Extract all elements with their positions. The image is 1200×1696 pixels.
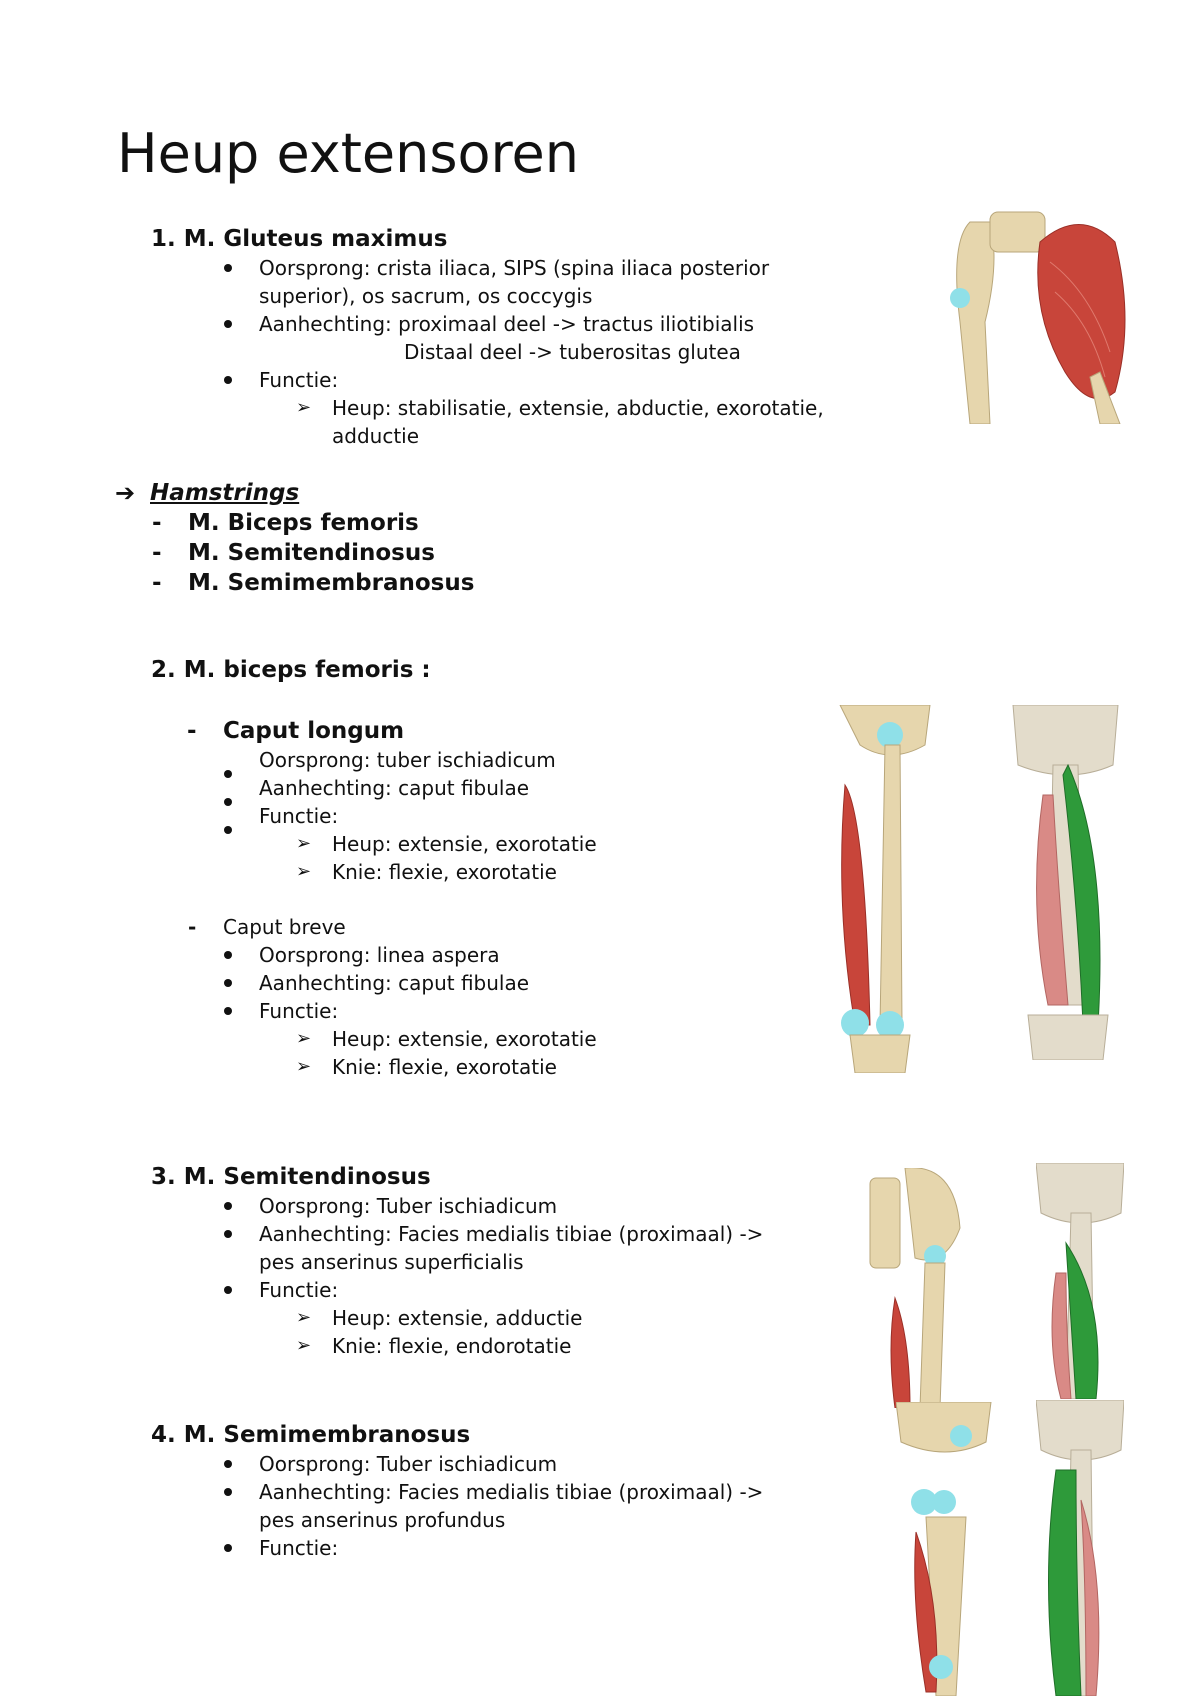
semimembranosus-image-2 bbox=[1036, 1400, 1124, 1696]
caput-breve-label: Caput breve bbox=[223, 915, 346, 939]
arrow-bullet-icon: ➢ bbox=[296, 397, 312, 418]
longum-insertion: Aanhechting: caput fibulae bbox=[259, 776, 530, 800]
arrow-bullet-icon: ➢ bbox=[296, 1028, 312, 1049]
bullet bbox=[224, 376, 232, 384]
biceps-longum-image bbox=[830, 705, 940, 1073]
breve-function-hip: Heup: extensie, exorotatie bbox=[332, 1027, 597, 1051]
semitendinosus-image-1 bbox=[865, 1168, 975, 1408]
gluteus-insertion: Aanhechting: proximaal deel -> tractus iliotibialis bbox=[259, 312, 755, 336]
section-biceps-heading: 2. M. biceps femoris : bbox=[151, 657, 431, 683]
bullet bbox=[224, 1460, 232, 1468]
bullet bbox=[224, 264, 232, 272]
semitend-function-knee: Knie: flexie, endorotatie bbox=[332, 1334, 572, 1358]
bullet bbox=[224, 320, 232, 328]
caput-longum-label: Caput longum bbox=[223, 718, 405, 744]
semimem-insertion: Aanhechting: Facies medialis tibiae (proximaal) -> bbox=[259, 1480, 764, 1504]
gluteus-function-hip: Heup: stabilisatie, extensie, abductie, exorotatie, bbox=[332, 396, 824, 420]
semimem-function-label: Functie: bbox=[259, 1536, 339, 1560]
arrow-bullet-icon: ➢ bbox=[296, 833, 312, 854]
gluteus-origin: Oorsprong: crista iliaca, SIPS (spina iliaca posterior bbox=[259, 256, 770, 280]
dash: - bbox=[152, 570, 162, 596]
dash: - bbox=[152, 510, 162, 536]
biceps-breve-image bbox=[1008, 705, 1123, 1060]
semimem-origin: Oorsprong: Tuber ischiadicum bbox=[259, 1452, 558, 1476]
bullet bbox=[224, 1230, 232, 1238]
hamstring-item: M. Semitendinosus bbox=[188, 540, 435, 566]
longum-function-hip: Heup: extensie, exorotatie bbox=[332, 832, 597, 856]
gluteus-insertion-cont: Distaal deel -> tuberositas glutea bbox=[404, 340, 741, 364]
bullet bbox=[224, 1488, 232, 1496]
page-title: Heup extensoren bbox=[117, 122, 579, 185]
bullet bbox=[224, 1286, 232, 1294]
hamstring-item: M. Biceps femoris bbox=[188, 510, 419, 536]
bullet bbox=[224, 1202, 232, 1210]
dash: - bbox=[152, 540, 162, 566]
gluteus-origin-cont: superior), os sacrum, os coccygis bbox=[259, 284, 593, 308]
breve-insertion: Aanhechting: caput fibulae bbox=[259, 971, 530, 995]
semitend-insertion-cont: pes anserinus superficialis bbox=[259, 1250, 524, 1274]
breve-function-label: Functie: bbox=[259, 999, 339, 1023]
section-semitendinosus-heading: 3. M. Semitendinosus bbox=[151, 1164, 431, 1190]
hamstrings-label: Hamstrings bbox=[150, 480, 300, 506]
semitend-function-label: Functie: bbox=[259, 1278, 339, 1302]
breve-function-knee: Knie: flexie, exorotatie bbox=[332, 1055, 557, 1079]
longum-function-knee: Knie: flexie, exorotatie bbox=[332, 860, 557, 884]
arrow-right-icon: ➔ bbox=[115, 479, 136, 507]
gluteus-function-label: Functie: bbox=[259, 368, 339, 392]
semitend-origin: Oorsprong: Tuber ischiadicum bbox=[259, 1194, 558, 1218]
bullet bbox=[224, 826, 232, 834]
bullet bbox=[224, 770, 232, 778]
arrow-bullet-icon: ➢ bbox=[296, 1335, 312, 1356]
bullet bbox=[224, 951, 232, 959]
section-gluteus-heading: 1. M. Gluteus maximus bbox=[151, 226, 448, 252]
arrow-bullet-icon: ➢ bbox=[296, 1307, 312, 1328]
section-semimembranosus-heading: 4. M. Semimembranosus bbox=[151, 1422, 471, 1448]
semimem-insertion-cont: pes anserinus profundus bbox=[259, 1508, 506, 1532]
semitendinosus-image-2 bbox=[1036, 1163, 1124, 1399]
semimembranosus-image-1 bbox=[896, 1402, 994, 1696]
dash: - bbox=[187, 718, 197, 744]
gluteus-function-hip-cont: adductie bbox=[332, 424, 420, 448]
longum-function-label: Functie: bbox=[259, 804, 339, 828]
bullet bbox=[224, 798, 232, 806]
arrow-bullet-icon: ➢ bbox=[296, 861, 312, 882]
gluteus-maximus-image bbox=[930, 202, 1130, 424]
semitend-function-hip: Heup: extensie, adductie bbox=[332, 1306, 583, 1330]
arrow-bullet-icon: ➢ bbox=[296, 1056, 312, 1077]
semitend-insertion: Aanhechting: Facies medialis tibiae (proximaal) -> bbox=[259, 1222, 764, 1246]
longum-origin: Oorsprong: tuber ischiadicum bbox=[259, 748, 556, 772]
dash: - bbox=[188, 915, 197, 939]
breve-origin: Oorsprong: linea aspera bbox=[259, 943, 500, 967]
bullet bbox=[224, 979, 232, 987]
bullet bbox=[224, 1544, 232, 1552]
hamstring-item: M. Semimembranosus bbox=[188, 570, 475, 596]
bullet bbox=[224, 1007, 232, 1015]
